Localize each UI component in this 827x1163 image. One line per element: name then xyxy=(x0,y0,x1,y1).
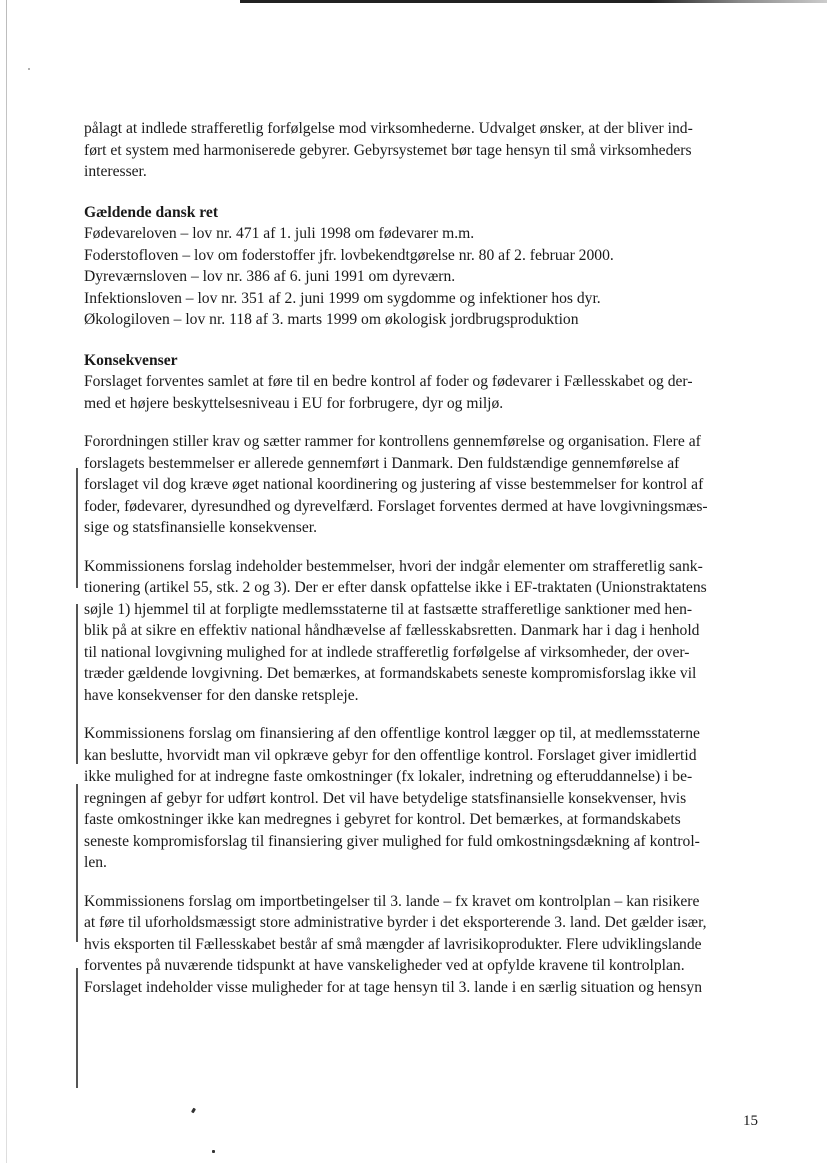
text-line: Kommissionens forslag om importbetingelser til 3. lande – fx kravet om kontrolplan – kan risikere xyxy=(84,892,700,910)
law-item: Fødevareloven – lov nr. 471 af 1. juli 1998 om fødevarer m.m. xyxy=(84,225,475,242)
text-line: at føre til uforholdsmæssigt store administrative byrder i det eksporterende 3. land. Det gælder især, xyxy=(84,914,707,931)
scan-left-edge xyxy=(6,0,7,1163)
law-item: Dyreværnsloven – lov nr. 386 af 6. juni 1991 om dyreværn. xyxy=(84,268,456,285)
law-section xyxy=(84,202,756,331)
paragraph xyxy=(84,556,756,707)
text-line: foder, fødevarer, dyresundhed og dyrevelfærd. Forslaget forventes dermed at have lovgivningsmæs- xyxy=(84,497,708,515)
scan-speck xyxy=(28,68,30,70)
text-line: med et højere beskyttelsesniveau i EU for forbrugere, dyr og miljø. xyxy=(84,394,504,412)
text-line: regningen af gebyr for udført kontrol. Det vil have betydelige statsfinansielle konsekvenser, hvis xyxy=(84,789,687,807)
law-item: Foderstofloven – lov om foderstoffer jfr. lovbekendtgørelse nr. 80 af 2. februar 2000. xyxy=(84,246,614,264)
section-heading: Gældende dansk ret xyxy=(84,203,219,221)
margin-change-bar xyxy=(76,604,78,764)
text-line: Kommissionens forslag om finansiering af den offentlige kontrol lægger op til, at medlemsstaterne xyxy=(84,725,700,742)
scan-speck xyxy=(191,1108,196,1114)
text-line: interesser. xyxy=(84,163,147,180)
text-line: Forslaget forventes samlet at føre til en bedre kontrol af foder og fødevarer i Fællesskabet og der- xyxy=(84,373,693,390)
text-line: forslagets bestemmelser er allerede gennemført i Danmark. Den fuldstændige gennemførelse af xyxy=(84,454,680,472)
paragraph xyxy=(84,371,756,414)
scan-speck xyxy=(212,1150,215,1153)
text-line: faste omkostninger ikke kan medregnes i gebyret for kontrol. Det bemærkes, at formandskabets xyxy=(84,811,681,828)
paragraph xyxy=(84,891,756,999)
intro-paragraph xyxy=(84,118,756,183)
text-line: ført et system med harmoniserede gebyrer. Gebyrsystemet bør tage hensyn til små virksomheders xyxy=(84,141,692,159)
text-line: ikke mulighed for at indregne faste omkostninger (fx lokaler, indretning og efteruddannelse) i be- xyxy=(84,768,693,785)
margin-change-bar xyxy=(76,784,78,942)
document-page xyxy=(84,118,756,998)
margin-change-bar xyxy=(76,968,78,1088)
margin-change-bar xyxy=(76,468,78,588)
text-line: pålagt at indlede strafferetlig forfølgelse mod virksomhederne. Udvalget ønsker, at der bliver ind- xyxy=(84,120,693,137)
paragraph xyxy=(84,431,756,539)
paragraph xyxy=(84,723,756,874)
text-line: Forordningen stiller krav og sætter rammer for kontrollens gennemførelse og organisation. Flere af xyxy=(84,433,701,450)
text-line: hvis eksporten til Fællesskabet består af små mængder af lavrisikoprodukter. Flere udviklingslande xyxy=(84,935,702,953)
law-item: Infektionsloven – lov nr. 351 af 2. juni 1999 om sygdomme og infektioner hos dyr. xyxy=(84,289,601,307)
scan-top-edge-line xyxy=(240,0,827,3)
text-line: Forslaget indeholder visse muligheder for at tage hensyn til 3. lande i en særlig situation og hensyn xyxy=(84,978,703,996)
text-line: Kommissionens forslag indeholder bestemmelser, hvori der indgår elementer om strafferetlig sank- xyxy=(84,557,703,575)
text-line: træder gældende lovgivning. Det bemærkes, at formandskabets seneste kompromisforslag ikke vil xyxy=(84,665,697,682)
law-item: Økologiloven – lov nr. 118 af 3. marts 1999 om økologisk jordbrugsproduktion xyxy=(84,311,579,328)
text-line: kan beslutte, hvorvidt man vil opkræve gebyr for den offentlige kontrol. Forslaget giver imidlertid xyxy=(84,746,697,764)
text-line: til national lovgivning mulighed for at indlede strafferetlig forfølgelse af virksomheder, der over- xyxy=(84,643,690,661)
text-line: tionering (artikel 55, stk. 2 og 3). Der er efter dansk opfattelse ikke i EF-traktaten (Unionstraktatens xyxy=(84,579,707,596)
text-line: forventes på nuværende tidspunkt at have vanskeligheder ved at opfylde kravene til kontrolplan. xyxy=(84,957,685,974)
section-heading: Konsekvenser xyxy=(84,351,178,369)
text-line: seneste kompromisforslag til finansiering giver mulighed for fuld omkostningsdækning af kontrol- xyxy=(84,832,700,850)
text-line: have konsekvenser for den danske retspleje. xyxy=(84,686,359,704)
consequences-section xyxy=(84,350,756,999)
page-number: 15 xyxy=(743,1113,758,1129)
text-line: len. xyxy=(84,854,107,871)
text-line: søjle 1) hjemmel til at forpligte medlemsstaterne til at fastsætte strafferetlige sanktioner med hen- xyxy=(84,600,693,618)
text-line: blik på at sikre en effektiv national håndhævelse af fællesskabsretten. Danmark har i dag i henhold xyxy=(84,622,700,639)
text-line: sige og statsfinansielle konsekvenser. xyxy=(84,519,317,536)
text-line: forslaget vil dog kræve øget national koordinering og justering af visse bestemmelser for kontrol af xyxy=(84,476,704,493)
law-list xyxy=(84,223,756,331)
